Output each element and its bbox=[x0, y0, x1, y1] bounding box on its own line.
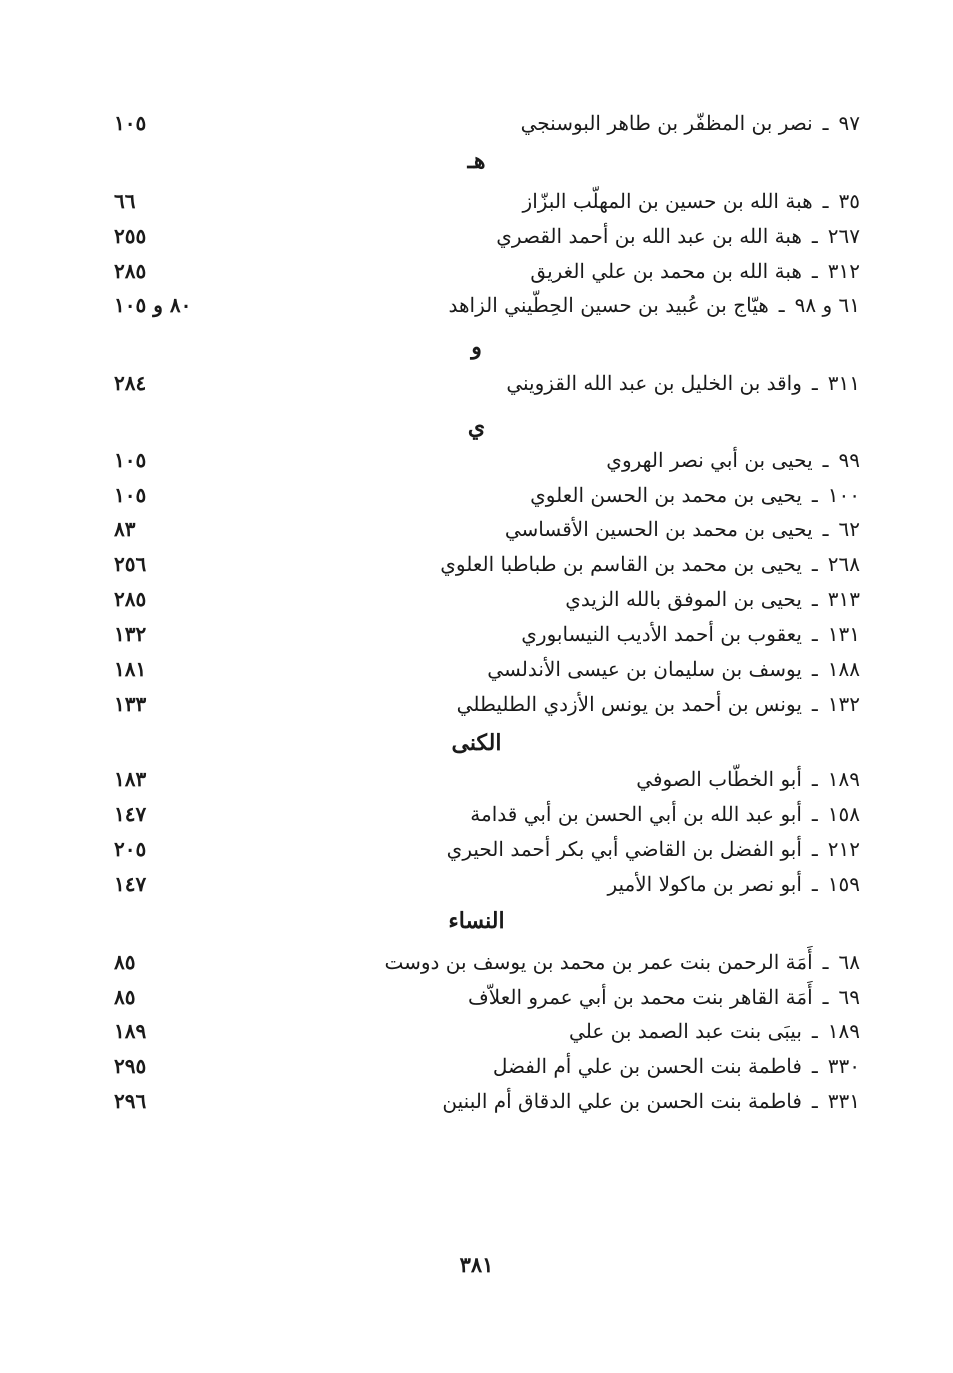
entry-dash: ـ bbox=[811, 872, 818, 896]
entry-number: ٢١٢ bbox=[827, 837, 860, 861]
entry-number: ٣١٣ bbox=[827, 587, 860, 611]
entry-name: يحيى بن أبي نصر الهروي bbox=[606, 448, 813, 472]
entry-page: ١٨٣ bbox=[114, 767, 147, 791]
entry-page: ٢٥٥ bbox=[114, 224, 147, 248]
entry-name: واقد بن الخليل بن عبد الله القزويني bbox=[506, 371, 802, 395]
entry-name: يحيى بن الموفق بالله الزيدي bbox=[565, 587, 802, 611]
index-entry bbox=[100, 1049, 860, 1083]
index-entry bbox=[100, 1014, 860, 1048]
index-entry bbox=[100, 687, 860, 721]
index-entry bbox=[100, 617, 860, 651]
index-entry bbox=[100, 652, 860, 686]
entry-page: ٨٠ و ١٠٥ bbox=[114, 293, 192, 317]
entry-dash: ـ bbox=[822, 448, 829, 472]
index-entry bbox=[100, 1084, 860, 1118]
entry-page: ١٠٥ bbox=[114, 448, 147, 472]
entry-page: ٢٥٦ bbox=[114, 552, 147, 576]
entry-number: ٦١ و ٩٨ bbox=[794, 293, 860, 317]
entry-number: ٦٢ bbox=[838, 517, 860, 541]
entry-dash: ـ bbox=[822, 950, 829, 974]
index-entry bbox=[100, 945, 860, 979]
entry-page: ١٤٧ bbox=[114, 872, 147, 896]
entry-name: نصر بن المظفّر بن طاهر البوسنجي bbox=[520, 111, 813, 135]
entry-name: يحيى بن محمد بن الحسين الأقساسي bbox=[504, 517, 813, 541]
index-entry bbox=[100, 547, 860, 581]
entry-name: هبة الله بن محمد بن علي الغريق bbox=[530, 259, 802, 283]
entry-name: بيبَى بنت عبد الصمد بن علي bbox=[569, 1019, 802, 1043]
page-number: ٣٨١ bbox=[459, 1252, 494, 1277]
index-entry bbox=[100, 443, 860, 477]
entry-dash: ـ bbox=[811, 837, 818, 861]
entry-dash: ـ bbox=[778, 293, 785, 317]
entry-dash: ـ bbox=[811, 259, 818, 283]
entry-name: أَمَة القاهر بنت محمد بن أبي عمرو العلاّف bbox=[468, 985, 813, 1009]
entry-page: ١٠٥ bbox=[114, 483, 147, 507]
entry-dash: ـ bbox=[822, 189, 829, 213]
entry-number: ٩٩ bbox=[838, 448, 860, 472]
entry-page: ١٤٧ bbox=[114, 802, 147, 826]
entry-number: ١٠٠ bbox=[827, 483, 860, 507]
entry-dash: ـ bbox=[811, 587, 818, 611]
index-entry bbox=[100, 832, 860, 866]
section-heading: و bbox=[471, 334, 482, 360]
index-entry bbox=[100, 478, 860, 512]
entry-number: ٣١٢ bbox=[827, 259, 860, 283]
entry-page: ٢٠٥ bbox=[114, 837, 147, 861]
entry-name: أَمَة الرحمن بنت عمر بن محمد بن يوسف بن دوست bbox=[384, 950, 813, 974]
entry-name: أبو الخطّاب الصوفي bbox=[636, 767, 802, 791]
index-entry bbox=[100, 184, 860, 218]
entry-number: ١٥٩ bbox=[827, 872, 860, 896]
entry-name: يحيى بن محمد بن القاسم بن طباطبا العلوي bbox=[440, 552, 802, 576]
entry-name: أبو الفضل بن القاضي أبي بكر أحمد الحيري bbox=[446, 837, 802, 861]
section-heading: الكنى bbox=[451, 730, 502, 756]
entry-name: هبة الله بن حسين بن المهلّب البزّاز bbox=[522, 189, 813, 213]
entry-name: فاطمة بنت الحسن بن علي الدقاق أم البنين bbox=[442, 1089, 802, 1113]
entry-dash: ـ bbox=[811, 802, 818, 826]
entry-dash: ـ bbox=[822, 517, 829, 541]
entry-page: ٨٥ bbox=[114, 950, 136, 974]
entry-number: ١٨٨ bbox=[827, 657, 860, 681]
entry-name: يوسف بن سليمان بن عيسى الأندلسي bbox=[487, 657, 802, 681]
entry-dash: ـ bbox=[811, 657, 818, 681]
entry-number: ٣٥ bbox=[838, 189, 860, 213]
entry-dash: ـ bbox=[822, 985, 829, 1009]
entry-number: ٦٨ bbox=[838, 950, 860, 974]
index-entry bbox=[100, 254, 860, 288]
entry-dash: ـ bbox=[811, 1054, 818, 1078]
entry-dash: ـ bbox=[811, 371, 818, 395]
entry-name: هيّاج بن عُبيد بن حسين الحِطّيني الزاهد bbox=[448, 293, 769, 317]
entry-dash: ـ bbox=[811, 622, 818, 646]
entry-page: ١٨١ bbox=[114, 657, 147, 681]
index-entry bbox=[100, 219, 860, 253]
index-entry bbox=[100, 366, 860, 400]
entry-name: فاطمة بنت الحسن بن علي أم الفضل bbox=[492, 1054, 802, 1078]
entry-number: ٣٣١ bbox=[827, 1089, 860, 1113]
entry-dash: ـ bbox=[811, 1019, 818, 1043]
entry-page: ٢٩٦ bbox=[114, 1089, 147, 1113]
entry-page: ٢٨٤ bbox=[114, 371, 147, 395]
index-entry bbox=[100, 762, 860, 796]
section-heading: هـ bbox=[467, 148, 486, 174]
entry-dash: ـ bbox=[811, 692, 818, 716]
entry-name: أبو نصر بن ماكولا الأمير bbox=[607, 872, 802, 896]
entry-dash: ـ bbox=[811, 224, 818, 248]
entry-number: ١٨٩ bbox=[827, 767, 860, 791]
entry-page: ٢٨٥ bbox=[114, 587, 147, 611]
entry-dash: ـ bbox=[811, 1089, 818, 1113]
entry-number: ١٨٩ bbox=[827, 1019, 860, 1043]
entry-page: ١٣٣ bbox=[114, 692, 147, 716]
entry-dash: ـ bbox=[822, 111, 829, 135]
entry-number: ٢٦٧ bbox=[827, 224, 860, 248]
entry-name: يونس بن أحمد بن يونس الأزدي الطليطلي bbox=[456, 692, 802, 716]
entry-dash: ـ bbox=[811, 483, 818, 507]
entry-name: يحيى بن محمد بن الحسن العلوي bbox=[530, 483, 802, 507]
entry-number: ٩٧ bbox=[838, 111, 860, 135]
entry-number: ١٣٢ bbox=[827, 692, 860, 716]
index-entry bbox=[100, 512, 860, 546]
entry-page: ١٠٥ bbox=[114, 111, 147, 135]
entry-page: ٦٦ bbox=[114, 189, 136, 213]
entry-number: ٦٩ bbox=[838, 985, 860, 1009]
entry-dash: ـ bbox=[811, 552, 818, 576]
index-entry bbox=[100, 797, 860, 831]
entry-page: ٨٣ bbox=[114, 517, 136, 541]
entry-name: أبو عبد الله بن أبي الحسن بن أبي قدامة bbox=[470, 802, 802, 826]
entry-number: ٣١١ bbox=[827, 371, 860, 395]
entry-number: ٣٣٠ bbox=[827, 1054, 860, 1078]
entry-number: ١٥٨ bbox=[827, 802, 860, 826]
entry-dash: ـ bbox=[811, 767, 818, 791]
entry-name: يعقوب بن أحمد الأديب النيسابوري bbox=[521, 622, 802, 646]
entry-number: ٢٦٨ bbox=[827, 552, 860, 576]
section-heading: ي bbox=[467, 414, 486, 440]
entry-name: هبة الله بن عبد الله بن أحمد القصري bbox=[496, 224, 802, 248]
index-entry bbox=[100, 867, 860, 901]
entry-page: ٢٨٥ bbox=[114, 259, 147, 283]
index-entry bbox=[100, 288, 860, 322]
entry-page: ١٣٢ bbox=[114, 622, 147, 646]
entry-page: ٢٩٥ bbox=[114, 1054, 147, 1078]
entry-number: ١٣١ bbox=[827, 622, 860, 646]
index-entry bbox=[100, 980, 860, 1014]
index-entry bbox=[100, 582, 860, 616]
entry-page: ٨٥ bbox=[114, 985, 136, 1009]
index-entry bbox=[100, 106, 860, 140]
entry-page: ١٨٩ bbox=[114, 1019, 147, 1043]
section-heading: النساء bbox=[448, 908, 505, 934]
